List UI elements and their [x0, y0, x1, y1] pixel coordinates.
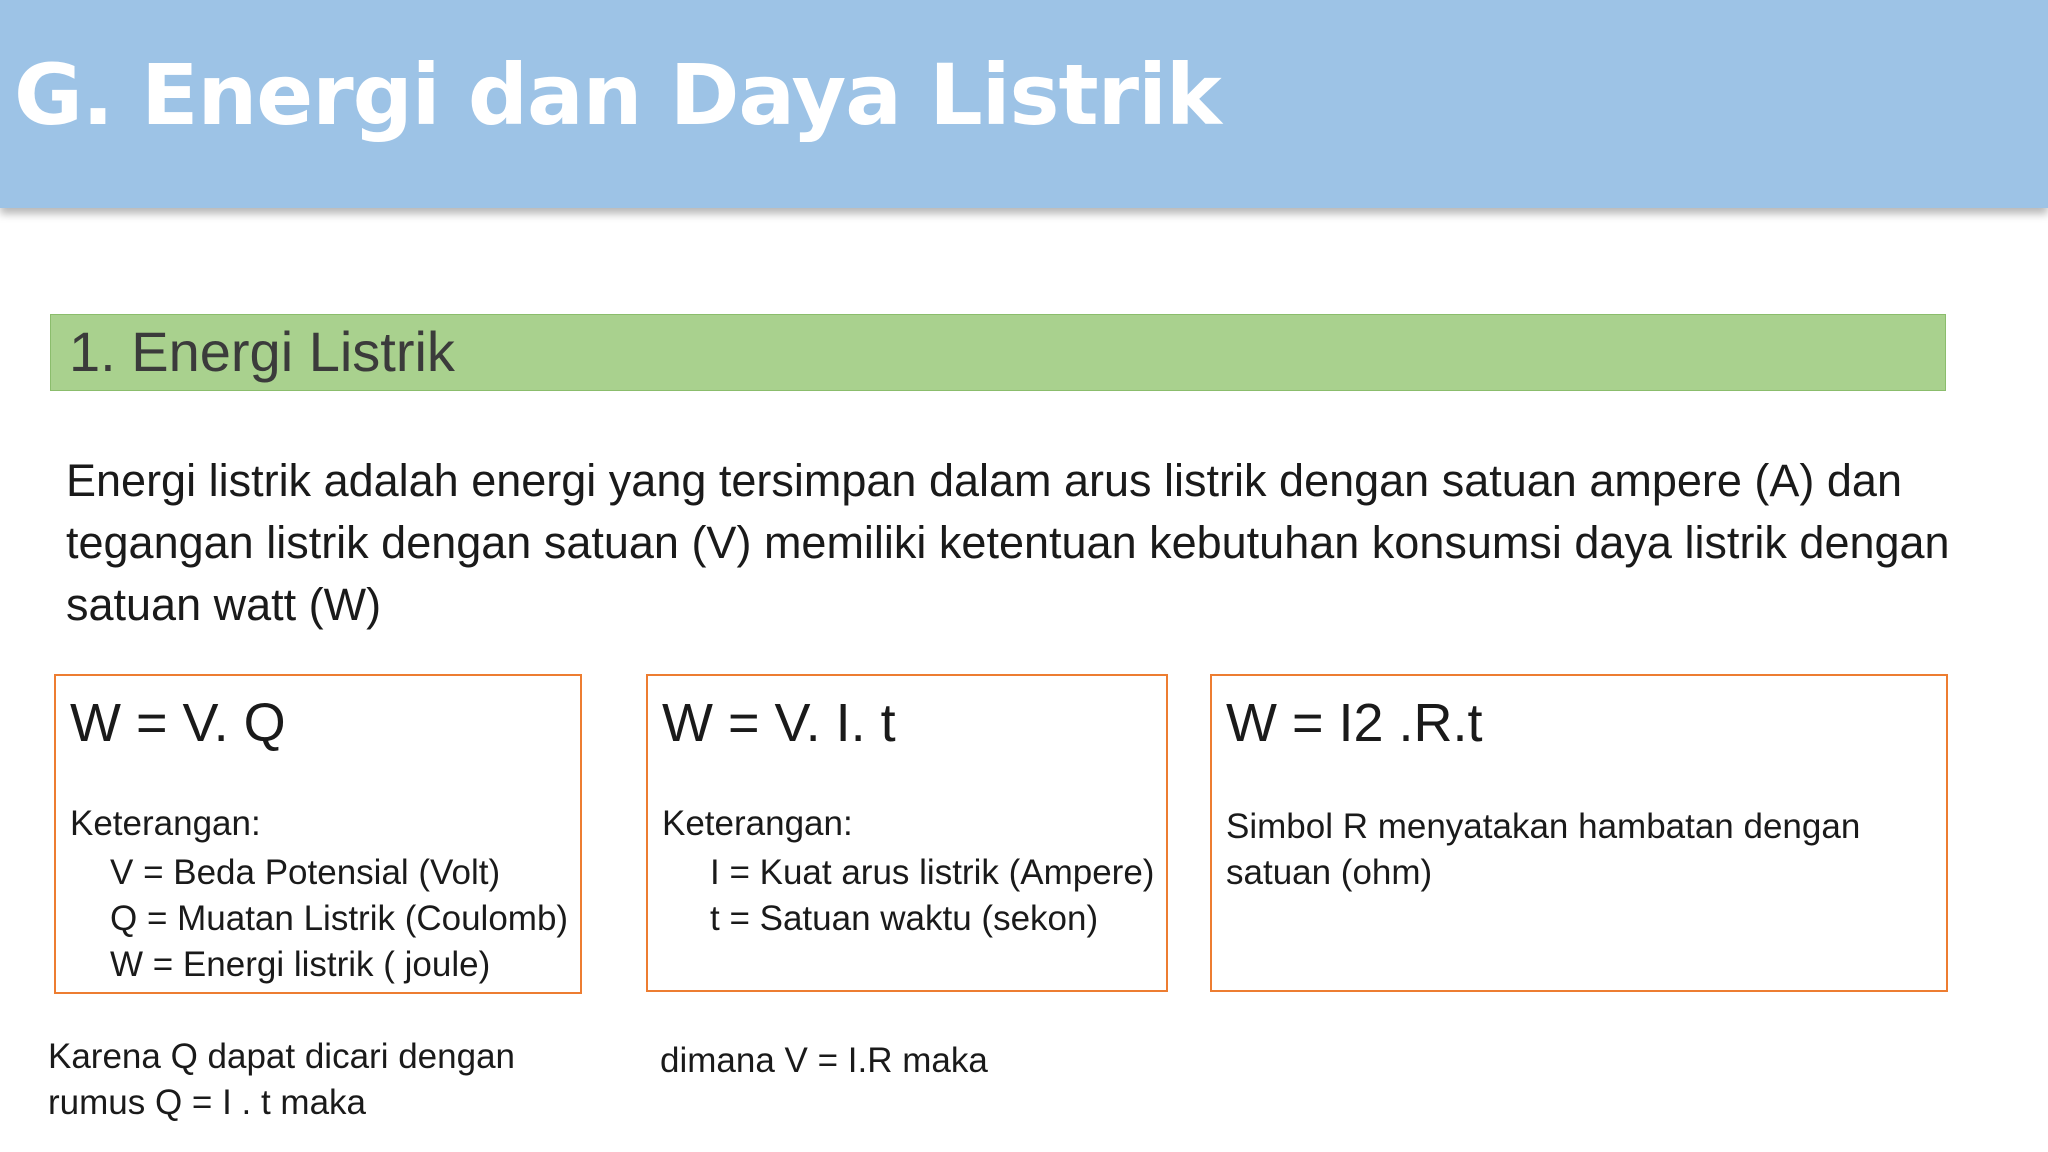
formula-box-wvq: [54, 674, 582, 994]
section-header: [50, 314, 1946, 391]
keterangan-item: t = Satuan waktu (sekon): [710, 899, 1099, 938]
keterangan-list: [710, 850, 1154, 942]
section-title: 1. Energi Listrik: [69, 320, 455, 383]
formula-box-wvit: [646, 674, 1168, 992]
keterangan-list: [110, 850, 568, 988]
keterangan-item: I = Kuat arus listrik (Ampere): [710, 853, 1155, 892]
keterangan-item: W = Energi listrik ( joule): [110, 945, 491, 984]
keterangan-label: Keterangan:: [70, 804, 261, 843]
symbol-note: Simbol R menyatakan hambatan dengan satuan (ohm): [1226, 807, 1861, 892]
v-derivation-note: dimana V = I.R maka: [660, 1041, 988, 1080]
q-derivation-note: Karena Q dapat dicari dengan rumus Q = I . t maka: [48, 1037, 515, 1122]
formula-wi2rt: W = I2 .R.t: [1226, 693, 1483, 753]
keterangan-item: V = Beda Potensial (Volt): [110, 853, 501, 892]
formula-wvit: W = V. I. t: [662, 693, 896, 753]
keterangan-item: Q = Muatan Listrik (Coulomb): [110, 899, 569, 938]
title-bar: [0, 0, 2048, 208]
intro-paragraph: Energi listrik adalah energi yang tersimpan dalam arus listrik dengan satuan ampere (A) dan tegangan listrik dengan satuan (V) memiliki ketentuan kebutuhan konsumsi daya listrik dengan satuan watt (W): [66, 455, 1950, 630]
keterangan-label: Keterangan:: [662, 804, 853, 843]
slide-title: G. Energi dan Daya Listrik: [14, 46, 1221, 144]
formula-wvq: W = V. Q: [70, 693, 286, 753]
formula-box-wi2rt: [1210, 674, 1948, 992]
